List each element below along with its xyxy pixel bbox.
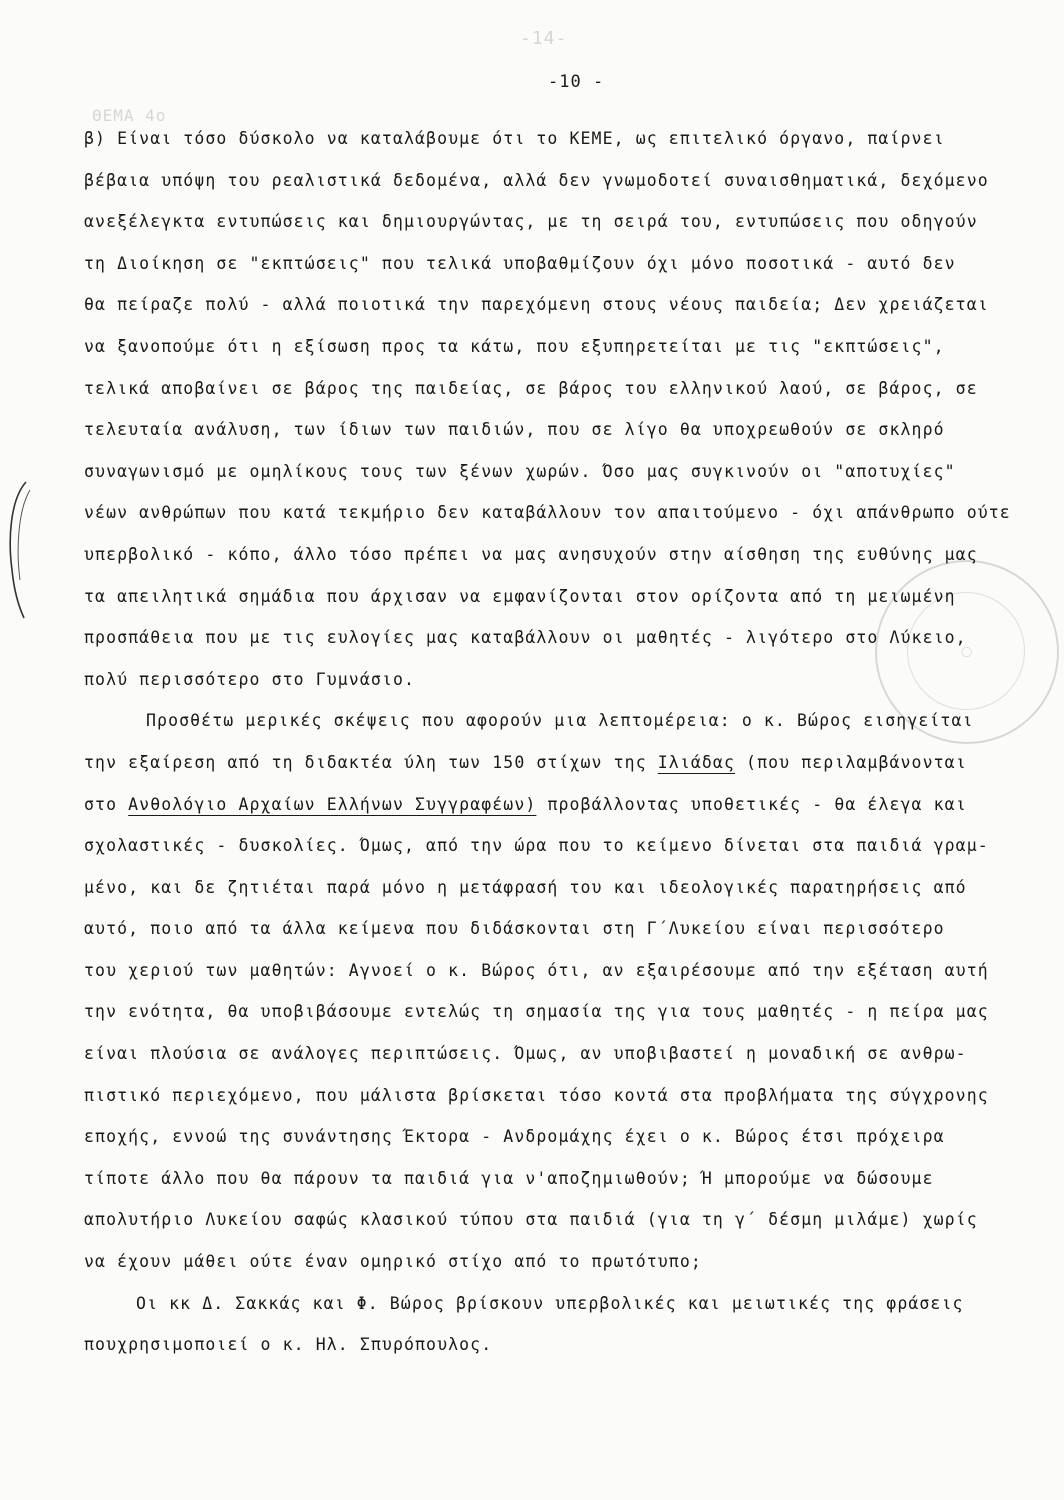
text-line: [84, 1283, 1044, 1325]
text-line: [84, 700, 1044, 742]
line-text: Οι κκ Δ. Σακκάς και Φ. Βώρος βρίσκουν υπερβολικές και μειωτικές της φράσεις: [136, 1293, 964, 1313]
line-text: θα πείραζε πολύ - αλλά ποιοτικά την παρεχόμενη στους νέους παιδεία; Δεν χρειάζεται: [84, 295, 989, 315]
text-line: [84, 160, 1044, 202]
line-text: πολύ περισσότερο στο Γυμνάσιο.: [84, 669, 416, 689]
line-text: β) Είναι τόσο δύσκολο να καταλάβουμε ότι το ΚΕΜΕ, ως επιτελικό όργανο, παίρνει: [84, 129, 945, 148]
text-line: [84, 1116, 1044, 1158]
margin-bracket-mark: [4, 480, 34, 620]
text-line: [84, 409, 1044, 451]
page-number: -10 -: [548, 72, 605, 92]
line-text: να ξανοπούμε ότι η εξίσωση προς τα κάτω, που εξυπηρετείται με τις "εκπτώσεις",: [84, 336, 945, 356]
line-text: την εξαίρεση από τη διδακτέα ύλη των 150 στίχων της: [84, 752, 658, 772]
text-line: [84, 284, 1044, 326]
text-line: [84, 1199, 1044, 1241]
line-text: υπερβολικό - κόπο, άλλο τόσο πρέπει να μας ανησυχούν στην αίσθηση της ευθύνης μας: [84, 544, 978, 564]
text-line: [84, 991, 1044, 1033]
text-line: [84, 534, 1044, 576]
line-text: τελευταία ανάλυση, των ίδιων των παιδιών, που σε λίγο θα υποχρεωθούν σε σκληρό: [84, 420, 945, 440]
text-line: [84, 659, 1044, 701]
line-text: του χεριού των μαθητών: Αγνοεί ο κ. Βώρος ότι, αν εξαιρέσουμε από την εξέταση αυτή: [84, 960, 989, 980]
text-line: [84, 950, 1044, 992]
line-text-continued: (που περιλαμβάνονται: [735, 752, 967, 772]
text-line: [84, 201, 1044, 243]
body-text: [84, 118, 1044, 1366]
line-text: είναι πλούσια σε ανάλογες περιπτώσεις. Όμως, αν υποβιβαστεί η μοναδική σε ανθρω-: [84, 1044, 967, 1064]
text-line: [84, 1324, 1044, 1366]
line-text: σχολαστικές - δυσκολίες. Όμως, από την ώρα που το κείμενο δίνεται στα παιδιά γραμ-: [84, 836, 989, 856]
text-line: [84, 867, 1044, 909]
line-text: ανεξέλεγκτα εντυπώσεις και δημιουργώντας, με τη σειρά του, εντυπώσεις που οδηγούν: [84, 212, 978, 232]
line-text: Προσθέτω μερικές σκέψεις που αφορούν μια λεπτομέρεια: ο κ. Βώρος εισηγείται: [146, 711, 974, 731]
text-line: [84, 243, 1044, 285]
text-line: [84, 617, 1044, 659]
line-text: την ενότητα, θα υποβιβάσουμε εντελώς τη σημασία της για τους μαθητές - η πείρα μας: [84, 1002, 989, 1022]
line-text: τελικά αποβαίνει σε βάρος της παιδείας, σε βάρος του ελληνικού λαού, σε βάρος, σε: [84, 378, 978, 398]
text-line: [84, 742, 1044, 784]
line-text: πιστικό περιεχόμενο, που μάλιστα βρίσκεται τόσο κοντά στα προβλήματα της σύγχρονης: [84, 1085, 989, 1105]
text-line: [84, 1158, 1044, 1200]
stamp-lettering: ◯: [959, 644, 975, 660]
bleed-through-heading: ΘΕΜΑ 4ο: [92, 106, 167, 125]
text-line: [84, 492, 1044, 534]
text-line: [84, 784, 1044, 826]
line-text: τίποτε άλλο που θα πάρουν τα παιδιά για ν'αποζημιωθούν; Ή μπορούμε να δώσουμε: [84, 1168, 934, 1188]
line-text: πουχρησιμοποιεί ο κ. Ηλ. Σπυρόπουλος.: [84, 1335, 493, 1355]
text-line: [84, 326, 1044, 368]
line-text: συναγωνισμό με ομηλίκους τους των ξένων χωρών. Όσο μας συγκινούν οι "αποτυχίες": [84, 461, 956, 481]
text-line: [84, 576, 1044, 618]
line-text: νέων ανθρώπων που κατά τεκμήριο δεν καταβάλλουν τον απαιτούμενο - όχι απάνθρωπο ούτε: [84, 503, 1011, 523]
text-line: [84, 368, 1044, 410]
text-line: [84, 118, 1044, 160]
text-line: [84, 825, 1044, 867]
text-line: [84, 908, 1044, 950]
text-line: [84, 1241, 1044, 1283]
text-line: [84, 1075, 1044, 1117]
line-text: αυτό, ποιο από τα άλλα κείμενα που διδάσκονται στη Γ΄Λυκείου είναι περισσότερο: [84, 919, 945, 939]
line-text: να έχουν μάθει ούτε έναν ομηρικό στίχο από το πρωτότυπο;: [84, 1252, 702, 1272]
underlined-title: Ανθολόγιο Αρχαίων Ελλήνων Συγγραφέων): [128, 794, 537, 814]
line-text: τα απειλητικά σημάδια που άρχισαν να εμφανίζονται στον ορίζοντα από τη μειωμένη: [84, 586, 956, 606]
line-text: απολυτήριο Λυκείου σαφώς κλασικού τύπου στα παιδιά (για τη γ΄ δέσμη μιλάμε) χωρίς: [84, 1210, 978, 1230]
line-text: τη Διοίκηση σε "εκπτώσεις" που τελικά υποβαθμίζουν όχι μόνο ποσοτικά - αυτό δεν: [84, 253, 956, 273]
underlined-title: Ιλιάδας: [657, 752, 736, 772]
line-text: βέβαια υπόψη του ρεαλιστικά δεδομένα, αλλά δεν γνωμοδοτεί συναισθηματικά, δεχόμενο: [84, 170, 989, 190]
line-text: μένο, και δε ζητιέται παρά μόνο η μετάφρασή του και ιδεολογικές παρατηρήσεις από: [84, 877, 967, 897]
line-text: στο: [84, 794, 129, 814]
text-line: [84, 451, 1044, 493]
line-text-continued: προβάλλοντας υποθετικές - θα έλεγα και: [536, 794, 967, 814]
bleed-through-page-number: -14-: [520, 28, 568, 49]
line-text: προσπάθεια που με τις ευλογίες μας καταβάλλουν οι μαθητές - λιγότερο στο Λύκειο,: [84, 628, 967, 648]
text-line: [84, 1033, 1044, 1075]
line-text: εποχής, εννοώ της συνάντησης Έκτορα - Ανδρομάχης έχει ο κ. Βώρος έτσι πρόχειρα: [84, 1127, 945, 1147]
